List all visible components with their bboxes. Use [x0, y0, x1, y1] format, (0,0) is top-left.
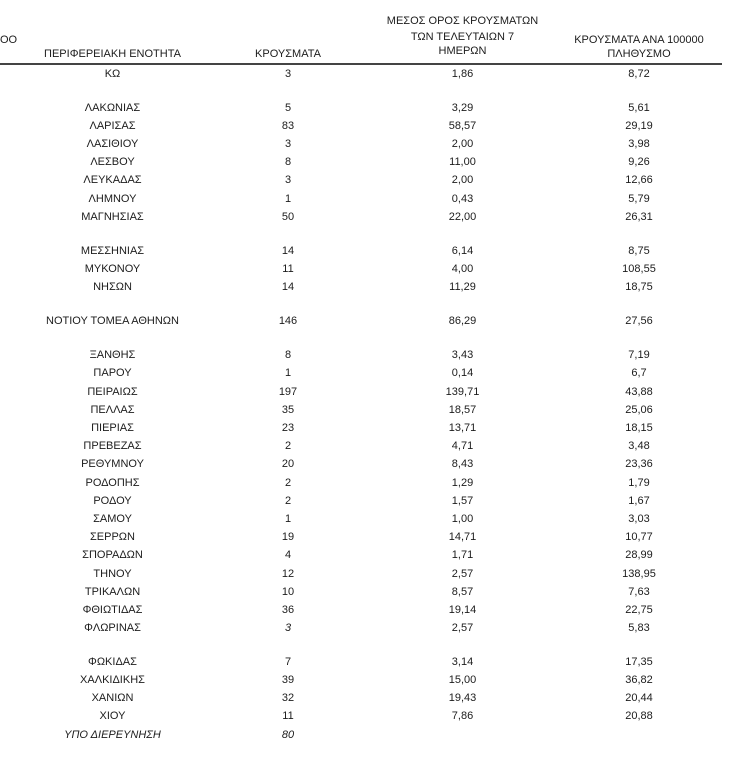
cases-value: 11	[282, 262, 294, 275]
region-name: ΠΑΡΟΥ	[93, 367, 132, 380]
per100k-value: 43,88	[625, 385, 653, 398]
per100k-value: 28,99	[625, 549, 653, 562]
region-name: ΝΟΤΙΟΥ ΤΟΜΕΑ ΑΘΗΝΩΝ	[46, 314, 179, 327]
table-row	[0, 153, 722, 171]
region-name: ΜΥΚΟΝΟΥ	[84, 262, 141, 275]
per100k-value: 25,06	[625, 403, 653, 416]
table-row	[0, 99, 722, 117]
per100k-value: 18,15	[625, 422, 653, 434]
avg-value: 139,71	[445, 385, 480, 398]
header-region: ΠΕΡΙΦΕΡΕΙΑΚΗ ΕΝΟΤΗΤΑ	[44, 48, 181, 60]
table-row	[0, 260, 722, 278]
region-name: ΦΩΚΙΔΑΣ	[88, 655, 137, 668]
region-name: ΠΙΕΡΙΑΣ	[91, 422, 134, 434]
per100k-value: 12,66	[625, 174, 653, 187]
per100k-value: 7,63	[628, 585, 650, 598]
per100k-value: 22,75	[625, 603, 653, 616]
table-row	[0, 364, 722, 382]
per100k-value: 8,75	[628, 244, 650, 257]
per100k-value: 3,48	[628, 440, 650, 453]
per100k-value: 20,88	[625, 710, 653, 723]
table-row	[0, 117, 722, 135]
header-left-fragment: ΟΟ	[0, 34, 18, 46]
avg-value: 4,71	[451, 440, 474, 453]
avg-value: 3,14	[451, 655, 474, 668]
table-row	[0, 346, 722, 364]
table-row	[0, 546, 722, 564]
per100k-value: 20,44	[625, 692, 653, 705]
table-row	[0, 383, 722, 401]
cases-value: 39	[281, 673, 295, 686]
table-row	[0, 401, 722, 419]
region-name: ΛΑΚΩΝΙΑΣ	[84, 101, 141, 114]
region-name: ΠΡΕΒΕΖΑΣ	[83, 440, 142, 453]
table-row	[0, 208, 722, 226]
avg-value: 8,57	[451, 585, 474, 598]
region-name: ΦΘΙΩΤΙΔΑΣ	[82, 603, 143, 616]
per100k-value: 3,03	[628, 512, 650, 525]
region-name: ΠΕΛΛΑΣ	[90, 403, 135, 416]
table-row	[0, 689, 722, 707]
region-name: ΣΑΜΟΥ	[93, 512, 132, 525]
avg-value: 11,29	[449, 280, 476, 293]
cases-value: 146	[278, 314, 298, 327]
cases-value: 20	[281, 458, 295, 471]
cases-value: 3	[284, 622, 292, 635]
region-name: ΛΗΜΝΟΥ	[88, 192, 137, 205]
region-name: ΞΑΝΘΗΣ	[89, 349, 136, 362]
table-row	[0, 171, 722, 189]
region-name: ΛΕΣΒΟΥ	[90, 156, 135, 169]
region-name: ΥΠΟ ΔΙΕΡΕΥΝΗΣΗ	[64, 728, 161, 741]
table-row	[0, 312, 722, 330]
cases-value: 1	[284, 367, 292, 380]
per100k-value: 18,75	[625, 280, 653, 293]
cases-value: 36	[281, 603, 295, 616]
table-row	[0, 653, 722, 671]
table-row	[0, 135, 722, 153]
avg-value: 1,57	[451, 494, 474, 507]
cases-value: 3	[284, 138, 292, 151]
table-row	[0, 455, 722, 473]
per100k-value: 5,83	[628, 622, 650, 635]
cases-value: 12	[281, 567, 295, 580]
per100k-value: 17,35	[625, 655, 653, 668]
per100k-value: 23,36	[625, 458, 653, 471]
cases-value: 7	[284, 655, 292, 668]
cases-value: 2	[284, 494, 292, 507]
header-avg	[380, 14, 545, 58]
cases-value: 3	[284, 174, 292, 187]
table-row	[0, 65, 722, 83]
cases-value: 23	[281, 422, 295, 434]
header-per100k	[560, 33, 718, 61]
per100k-value: 10,77	[625, 531, 653, 544]
header-avg-line3: ΗΜΕΡΩΝ	[438, 45, 487, 57]
per100k-value: 5,79	[628, 192, 650, 205]
region-name: ΡΟΔΟΥ	[93, 494, 132, 507]
per100k-value: 26,31	[625, 210, 653, 223]
table-row	[0, 278, 722, 296]
per100k-value: 29,19	[625, 119, 653, 132]
cases-value: 5	[284, 101, 292, 114]
per100k-value: 6,7	[631, 367, 647, 380]
per100k-value: 108,55	[622, 262, 656, 275]
avg-value: 1,86	[451, 68, 474, 80]
region-name: ΡΕΘΥΜΝΟΥ	[81, 458, 144, 471]
avg-value: 2,57	[451, 567, 474, 580]
header-per100k-line1: ΚΡΟΥΣΜΑΤΑ ΑΝΑ 100000	[574, 34, 704, 46]
region-name: ΤΗΝΟΥ	[93, 567, 132, 580]
region-name: ΦΛΩΡΙΝΑΣ	[84, 622, 141, 635]
table-row	[0, 437, 722, 455]
avg-value: 1,00	[451, 512, 474, 525]
avg-value: 4,00	[451, 262, 474, 275]
cases-value: 80	[281, 728, 295, 741]
region-name: ΧΑΝΙΩΝ	[91, 692, 134, 705]
per100k-value: 3,98	[628, 138, 650, 151]
per100k-value: 36,82	[625, 673, 653, 686]
cases-value: 11	[282, 710, 294, 723]
avg-value: 7,86	[451, 710, 474, 723]
avg-value: 1,29	[451, 476, 474, 489]
table-row	[0, 601, 722, 619]
region-name: ΚΩ	[104, 68, 121, 80]
per100k-value: 8,72	[628, 68, 650, 80]
region-name: ΧΑΛΚΙΔΙΚΗΣ	[80, 673, 145, 686]
avg-value: 58,57	[448, 119, 477, 132]
cases-value: 1	[284, 192, 292, 205]
table-row	[0, 671, 722, 689]
cases-value: 8	[284, 156, 292, 169]
header-avg-line2: ΤΩΝ ΤΕΛΕΥΤΑΙΩΝ 7	[410, 31, 515, 43]
cases-value: 2	[284, 476, 292, 489]
cases-value: 197	[278, 385, 298, 398]
table-row	[0, 565, 722, 583]
avg-value: 19,43	[448, 692, 477, 705]
avg-value: 6,14	[451, 244, 474, 257]
region-name: ΛΑΣΙΘΙΟΥ	[86, 138, 139, 151]
avg-value: 13,71	[448, 422, 477, 434]
region-name: ΠΕΙΡΑΙΩΣ	[87, 385, 138, 398]
cases-value: 14	[281, 244, 295, 257]
region-name: ΝΗΣΩΝ	[93, 280, 132, 293]
avg-value: 2,00	[451, 138, 474, 151]
cases-value: 10	[281, 585, 295, 598]
per100k-value: 1,67	[628, 494, 650, 507]
header-cases: ΚΡΟΥΣΜΑΤΑ	[255, 48, 321, 60]
cases-value: 3	[284, 68, 292, 80]
cases-value: 8	[284, 349, 292, 362]
table-row	[0, 726, 722, 744]
avg-value: 2,00	[451, 174, 474, 187]
header-per100k-line2: ΠΛΗΘΥΣΜΟ	[607, 48, 671, 60]
table-row	[0, 474, 722, 492]
avg-value: 19,14	[448, 603, 477, 616]
per100k-value: 138,95	[622, 567, 656, 580]
avg-value: 11,00	[449, 156, 476, 169]
cases-value: 14	[281, 280, 295, 293]
avg-value: 0,14	[451, 367, 474, 380]
region-name: ΤΡΙΚΑΛΩΝ	[84, 585, 141, 598]
avg-value: 22,00	[448, 210, 477, 223]
cases-value: 2	[284, 440, 292, 453]
avg-value: 18,57	[448, 403, 477, 416]
per100k-value: 7,19	[628, 349, 650, 362]
cases-value: 19	[281, 531, 295, 544]
table-row	[0, 242, 722, 260]
avg-value: 86,29	[448, 314, 477, 327]
table-row	[0, 510, 722, 528]
table-row	[0, 619, 722, 637]
region-name: ΡΟΔΟΠΗΣ	[85, 476, 140, 489]
avg-value: 8,43	[451, 458, 474, 471]
header-avg-line1: ΜΕΣΟΣ ΟΡΟΣ ΚΡΟΥΣΜΑΤΩΝ	[386, 15, 539, 27]
per100k-value: 5,61	[628, 101, 650, 114]
region-name: ΧΙΟΥ	[99, 710, 126, 723]
avg-value: 0,43	[451, 192, 474, 205]
region-name: ΜΑΓΝΗΣΙΑΣ	[81, 210, 144, 223]
cases-value: 32	[281, 692, 295, 705]
table-row	[0, 528, 722, 546]
cases-value: 4	[284, 549, 292, 562]
table-row	[0, 419, 722, 437]
region-name: ΣΠΟΡΑΔΩΝ	[82, 549, 143, 562]
region-name: ΛΑΡΙΣΑΣ	[89, 119, 136, 132]
table-row	[0, 707, 722, 725]
cases-value: 35	[281, 403, 295, 416]
per100k-value: 1,79	[628, 476, 650, 489]
region-name: ΣΕΡΡΩΝ	[90, 531, 135, 544]
per100k-value: 27,56	[625, 314, 653, 327]
region-name: ΛΕΥΚΑΔΑΣ	[83, 174, 142, 187]
per100k-value: 9,26	[628, 156, 650, 169]
table-row	[0, 583, 722, 601]
cases-value: 83	[281, 119, 295, 132]
avg-value: 2,57	[451, 622, 474, 635]
cases-value: 1	[284, 512, 292, 525]
avg-value: 15,00	[448, 673, 477, 686]
region-name: ΜΕΣΣΗΝΙΑΣ	[80, 244, 145, 257]
table-row	[0, 492, 722, 510]
avg-value: 1,71	[451, 549, 474, 562]
avg-value: 3,43	[451, 349, 474, 362]
data-table	[0, 65, 722, 744]
cases-value: 50	[281, 210, 295, 223]
avg-value: 3,29	[451, 101, 474, 114]
table-row	[0, 190, 722, 208]
avg-value: 14,71	[448, 531, 477, 544]
